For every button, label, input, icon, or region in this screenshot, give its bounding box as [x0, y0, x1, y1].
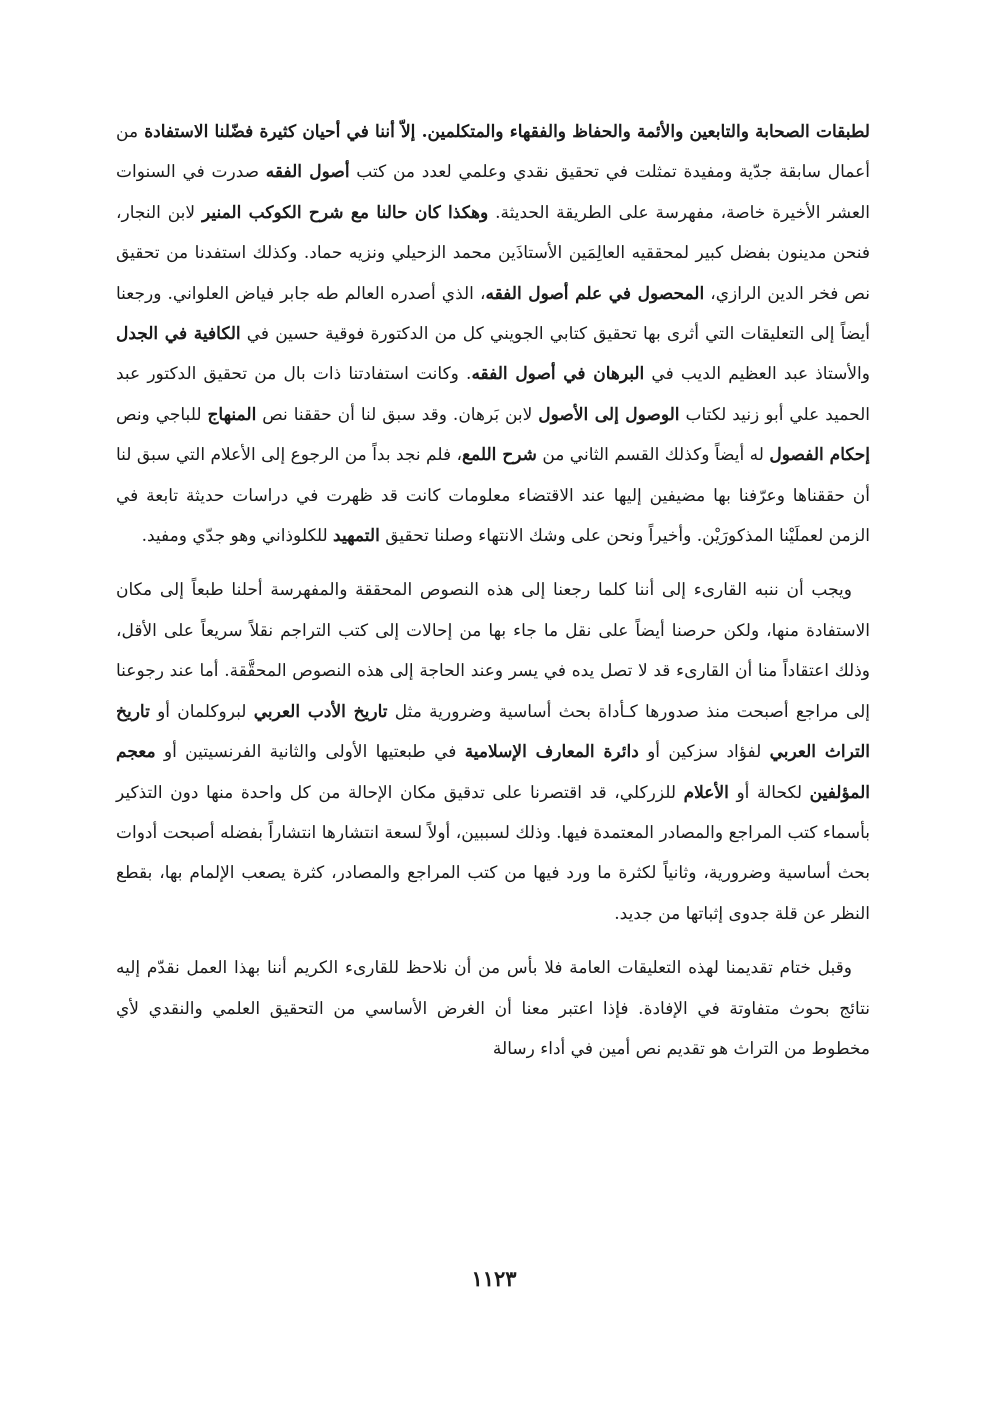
bold-title-run: تاريخ التراث العربي [116, 701, 870, 763]
text-run: . وكانت استفادتنا ذات بال من تحقيق الدكتور عبد الحميد علي أبو زنيد لكتاب [116, 364, 870, 425]
paragraph-references [116, 570, 870, 934]
text-run: وقبل ختام تقديمنا لهذه التعليقات العامة فلا بأس من أن نلاحظ للقارىء الكريم أننا بهذا العمل نقدّم إليه نتائج بحوث متفاوتة في الإفادة. فإذا اعتبر معنا أن الغرض الأساسي من التحقيق العلمي والنقدي لأي مخطوط من التراث هو تقديم نص أمين في أداء رسالة [116, 958, 870, 1059]
text-run: ، فلم نجد بداً من الرجوع إلى الأعلام التي سبق لنا أن حققناها وعرّفنا بها مضيفين إليها عند الاقتضاء معلومات كانت قد ظهرت في دراسات حديثة تابعة في الزمن لعملَيْنا المذكورَيْن. وأخيراً ونحن على وشك الانتهاء وصلنا تحقيق [116, 445, 870, 547]
bold-title-run: المنهاج [207, 404, 257, 425]
bold-title-run: معجم المؤلفين [116, 742, 870, 803]
bold-title-run: إلاّ أننا في أحيان كثيرة فضّلنا الاستفادة [138, 122, 416, 142]
bold-title-run: التمهيد [333, 526, 380, 547]
paragraph-closing [116, 948, 870, 1069]
text-run: والأستاذ عبد العظيم الديب في [644, 364, 870, 385]
bold-title-run: المحصول في علم أصول الفقه [485, 283, 705, 304]
bold-title-run: شرح الكوكب المنير [201, 202, 344, 223]
bold-title-run: لطبقات الصحابة والتابعين والأئمة والحفاظ والفقهاء والمتكلمين. [415, 122, 870, 142]
bold-title-run: الوصول إلى الأصول [538, 404, 680, 425]
paragraph-sources [116, 112, 870, 556]
bold-title-run: إحكام الفصول [769, 445, 870, 466]
text-run: ، الذي أصدره العالم طه جابر فياض العلواني. ورجعنا أيضاً إلى التعليقات التي أثرى بها تحقيق كتابي الجويني كل من الدكتورة فوقية حسين في [116, 283, 870, 345]
bold-title-run: أصول الفقه [265, 162, 350, 183]
page-number: ١١٢٣ [471, 1266, 517, 1291]
page-body [116, 112, 870, 1069]
text-run: لبروكلمان أو [149, 701, 254, 722]
bold-title-run: البرهان في أصول الفقه [471, 364, 645, 385]
bold-title-run: الأعلام [683, 782, 729, 803]
text-run: في طبعتيها الأولى والثانية الفرنسيتين أو [155, 742, 465, 763]
text-run: له أيضاً وكذلك القسم الثاني من [536, 445, 770, 466]
text-run: لفؤاد سزكين أو [638, 742, 770, 763]
text-run: للزركلي، قد اقتصرنا على تدقيق مكان الإحالة من كل واحدة منها دون التذكير بأسماء كتب المراجع والمصادر المعتمدة فيها. وذلك لسببين، أولاً لسعة انتشارها انتشاراً بفضله أصبحت أدوات بحث أساسية وضرورية، وثانياً لكثرة ما ورد فيها من كتب المراجع والمصادر، كثرة يصعب الإلمام بها، بقطع النظر عن قلة جدوى إثباتها من جديد. [116, 782, 870, 924]
text-run: للباجي ونص [116, 404, 208, 425]
bold-title-run: الكافية في الجدل [116, 324, 241, 345]
text-run: للكلوذاني وهو جدّي ومفيد. [141, 526, 334, 547]
bold-title-run: تاريخ الأدب العربي [253, 701, 388, 722]
bold-title-run: شرح اللمع [461, 445, 537, 466]
text-run: ويجب أن ننبه القارىء إلى أننا كلما رجعنا إلى هذه النصوص المحققة والمفهرسة أحلنا طبعاً إلى مكان الاستفادة منها، ولكن حرصنا أيضاً على نقل ما جاء بها من إحالات إلى كتب التراجم نقلاً سريعاً على الأقل، وذلك اعتقاداً منا أن القارىء قد لا تصل يده في يسر وعند الحاجة إلى هذه النصوص المحقَّقة. أما عند رجوعنا إلى مراجع أصبحت منذ صدورها كـأداة بحث أساسية وضرورية مثل [116, 580, 870, 722]
text-run: لابن بَرهان. وقد سبق لنا أن حققنا نص [256, 404, 539, 425]
text-run: لكحالة أو [728, 782, 810, 803]
text-run: من أعمال سابقة جدّية ومفيدة تمثلت في تحقيق نقدي وعلمي لعدد من كتب [116, 122, 870, 183]
bold-title-run: وهكذا كان حالنا مع [343, 202, 489, 223]
text-run: صدرت في السنوات العشر الأخيرة خاصة، مفهرسة على الطريقة الحديثة. [116, 162, 870, 223]
bold-title-run: دائرة المعارف الإسلامية [464, 742, 639, 763]
text-run: لابن النجار، فنحن مدينون بفضل كبير لمحققيه العالِمَين الأستاذَين محمد الزحيلي ونزيه حماد. وكذلك استفدنا من تحقيق نص فخر الدين الرازي، [116, 202, 870, 304]
